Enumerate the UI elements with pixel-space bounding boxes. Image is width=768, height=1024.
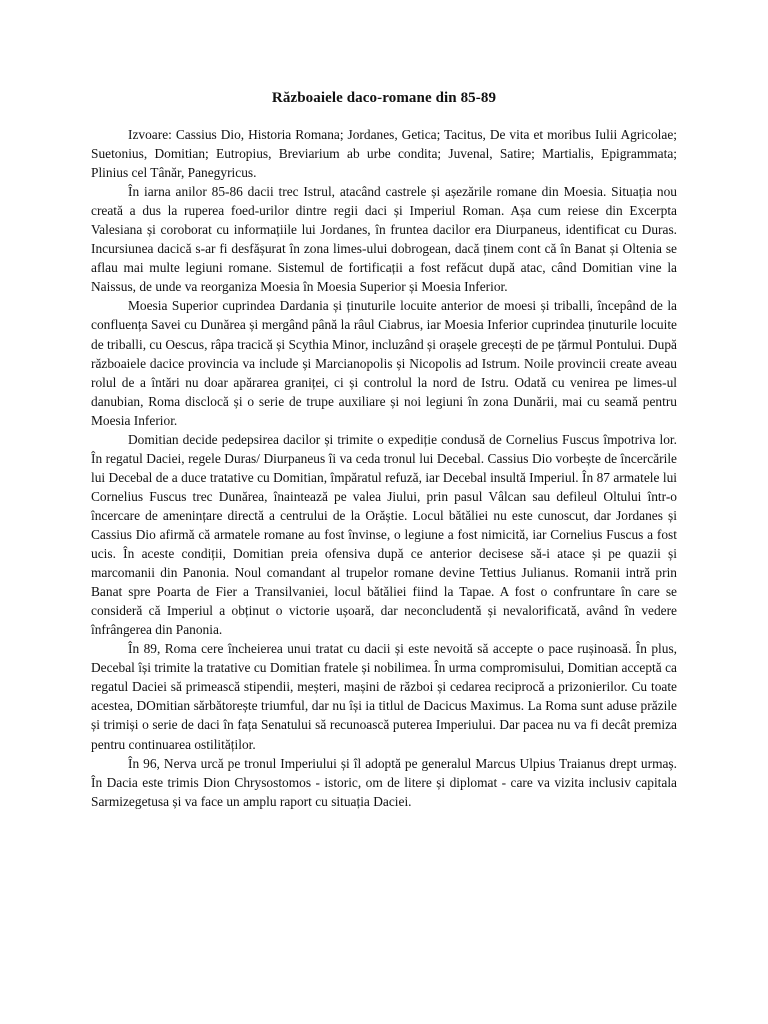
paragraph-moesia-provinces: Moesia Superior cuprindea Dardania și ținuturile locuite anterior de moesi și triballi, începând de la confluența Savei cu Dunărea și mergând până la râul Ciabrus, iar Moesia Inferior cuprindea ținuturile locuite de triballi, cu Oescus, râpa tracică și Scythia Minor, incluzând și orașele grecești de pe țărmul Pontului. După războaiele dacice provincia va include și Marcianopolis și Nicopolis ad Istrum. Noile provincii create aveau rolul de a întări nu doar apărarea graniței, ci și controlul la nord de Istru. Odată cu venirea pe limes-ul danubian, Roma disclocă și o serie de trupe auxiliare și noi legiuni în zona Dunării, mai cu seamă pentru Moesia Inferior.: [91, 298, 677, 428]
document-title: Războaiele daco-romane din 85-89: [271, 90, 497, 106]
paragraph-peace-89: În 89, Roma cere încheierea unui tratat cu dacii și este nevoită să accepte o pace rușinoasă. În plus, Decebal își trimite la tratative cu Domitian fratele și nobilimea. În urma compromisului, Domitian acceptă ca regatul Daciei să primească stipendii, meșteri, mașini de război și cedarea reciprocă a prizonierilor. Cu toate acestea, DOmitian sărbătorește triumful, dar nu își ia titlul de Dacicus Maximus. La Roma sunt aduse prăzile și trimiși o serie de daci în fața Senatului să recunoască puterea Imperiului. Dar pacea nu va fi decât premiza pentru continuarea ostilităților.: [91, 641, 677, 752]
paragraph-sources: Izvoare: Cassius Dio, Historia Romana; Jordanes, Getica; Tacitus, De vita et moribus Iulii Agricolae; Suetonius, Domitian; Eutropius, Breviarium ab urbe condita; Juvenal, Satire; Martialis, Epigrammata; Plinius cel Tânăr, Panegyricus.: [91, 127, 677, 181]
paragraph-nerva-96: În 96, Nerva urcă pe tronul Imperiului și îl adoptă pe generalul Marcus Ulpius Traianus drept urmaș. În Dacia este trimis Dion Chrysostomos - istoric, om de litere și diplomat - care va vizita inclusiv capitala Sarmizegetusa și va face un amplu raport cu situația Daciei.: [91, 755, 677, 809]
document-page: [91, 88, 677, 811]
paragraph-winter-85-86: În iarna anilor 85-86 dacii trec Istrul, atacând castrele și așezările romane din Moesia. Situația nou creată a dus la ruperea foed-urilor dintre regii daci și Imperiul Roman. Așa cum reiese din Excerpta Valesiana și coroborat cu informațiile lui Jordanes, în fruntea dacilor era Diurpaneus, identificat cu Duras. Incursiunea dacică s-ar fi desfășurat în zona limes-ului dobrogean, dacă ținem cont că în Banat și Oltenia se aflau mai multe legiuni romane. Sistemul de fortificații a fost refăcut după atac, când Domitian vine la Naissus, de unde va reorganiza Moesia în Moesia Superior și Moesia Inferior.: [91, 184, 677, 295]
paragraph-fuscus-expedition: Domitian decide pedepsirea dacilor și trimite o expediție condusă de Cornelius Fuscus împotriva lor. În regatul Daciei, regele Duras/ Diurpaneus îi va ceda tronul lui Decebal. Cassius Dio vorbește de încercările lui Decebal de a duce tratative cu Domitian, împăratul refuză, iar Decebal insultă Imperiul. În 87 armatele lui Cornelius Fuscus trec Dunărea, înaintează pe valea Jiului, prin pasul Vâlcan sau defileul Oltului într-o încercare de amenințare directă a centrului de la Orăștie. Locul bătăliei nu este cunoscut, dar Jordanes și Cassius Dio afirmă că armatele romane au fost învinse, o legiune a fost nimicită, iar Cornelius Fuscus a fost ucis. În aceste condiții, Domitian preia ofensiva după ce anterior decisese să-i atace și pe quazii și marcomanii din Panonia. Noul comandant al trupelor romane devine Tettius Julianus. Romanii intră prin Banat spre Poarta de Fier a Transilvaniei, locul bătăliei fiind la Tapae. A fost o confruntare în care se consideră că Imperiul a obținut o victorie ușoară, dar neconcludentă și nevalorificată, având în vedere înfrângerea din Panonia.: [91, 431, 677, 638]
